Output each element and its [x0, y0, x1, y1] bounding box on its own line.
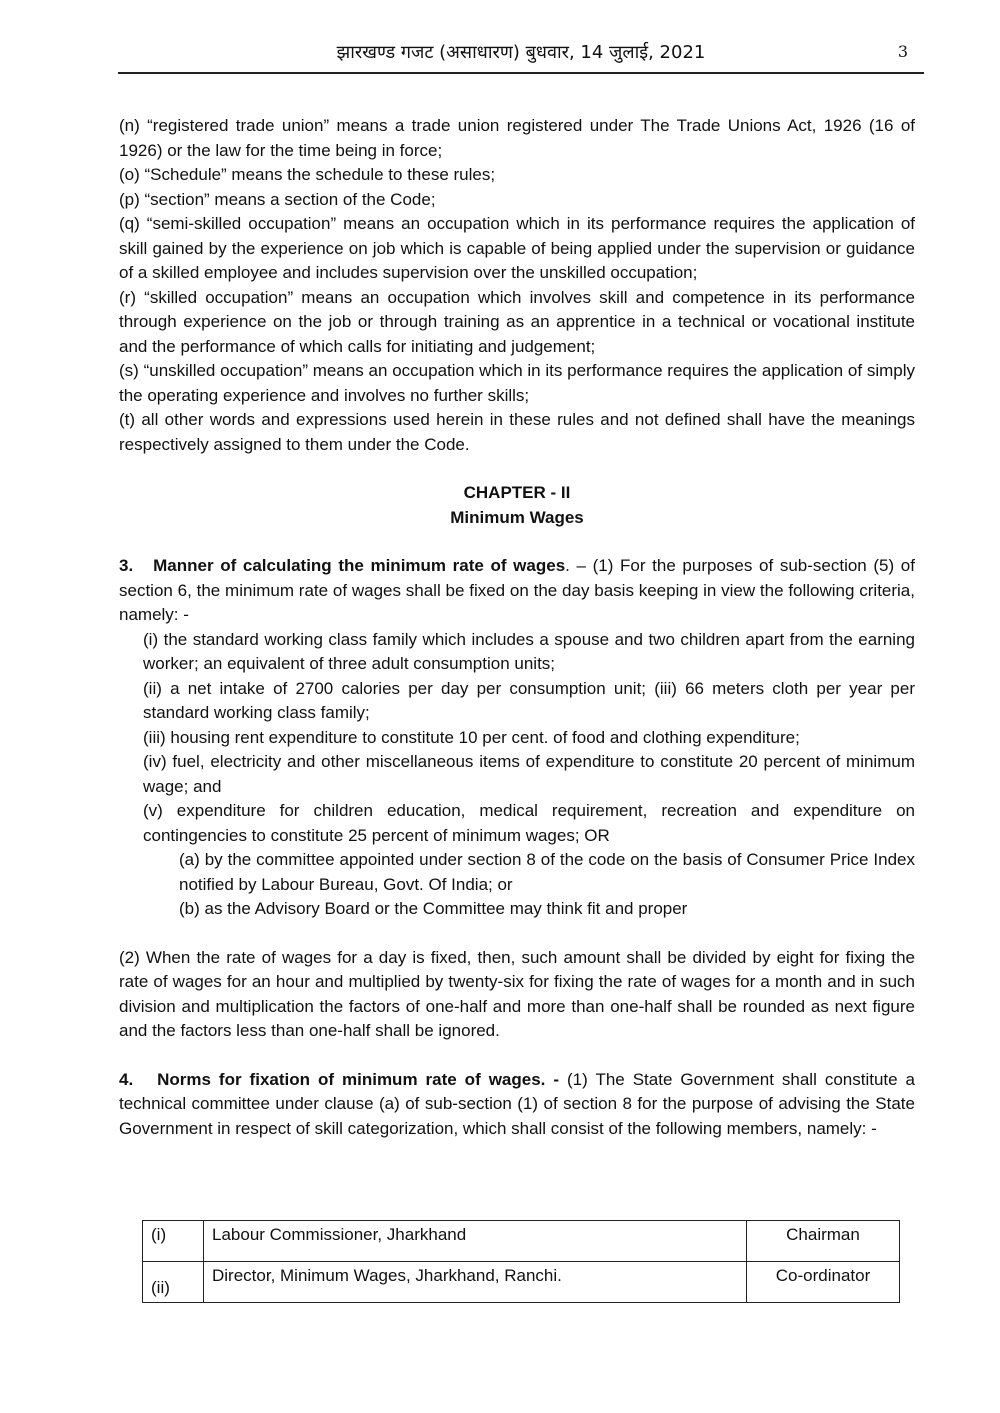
- sub-criterion-a: (a) by the committee appointed under section 8 of the code on the basis of Consumer Price Index notified by Labour Bureau, Govt. Of India; or: [179, 850, 915, 894]
- section-4-heading: Norms for fixation of minimum rate of wages. -: [157, 1069, 560, 1089]
- definition-q: (q) “semi-skilled occupation” means an occupation which in its performance requires the application of skill gained by the experience on job which is capable of being applied under the supervision or guidance of a skilled employee and includes supervision over the unskilled occupation;: [119, 214, 915, 282]
- sub-criterion-b: (b) as the Advisory Board or the Committee may think fit and proper: [179, 899, 688, 918]
- section-4-number: 4.: [119, 1069, 134, 1089]
- member-role: Co-ordinator: [747, 1262, 900, 1303]
- gazette-title: झारखण्ड गजट (असाधारण) बुधवार, 14 जुलाई, 2021: [336, 42, 706, 63]
- criterion-v: (v) expenditure for children education, medical requirement, recreation and expenditure on contingencies to constitute 25 percent of minimum wages; OR: [143, 801, 915, 845]
- section-3-intro-text: . – (1) For the purposes of sub-section (5) of section 6, the minimum rate of wages shall be fixed on the day basis keeping in view the following criteria, namely: -: [119, 556, 915, 624]
- criterion-ii: (ii) a net intake of 2700 calories per day per consumption unit; (iii) 66 meters cloth per year per standard working class family;: [143, 678, 915, 722]
- definition-r: (r) “skilled occupation” means an occupation which involves skill and competence in its performance through experience on the job or through training as an apprentice in a technical or vocational institute and the performance of which calls for initiating and judgement;: [119, 287, 915, 356]
- section-3-intro: [119, 554, 915, 628]
- definition-n: (n) “registered trade union” means a trade union registered under The Trade Unions Act, 1926 (16 of 1926) or the law for the time being in force;: [119, 116, 915, 160]
- page-header: [118, 34, 924, 74]
- document-body: [119, 114, 915, 1141]
- section-3-heading: Manner of calculating the minimum rate of wages: [153, 556, 566, 575]
- definition-t: (t) all other words and expressions used herein in these rules and not defined shall have the meanings respectively assigned to them under the Code.: [119, 410, 915, 454]
- table-row: [143, 1221, 900, 1262]
- definition-o: (o) “Schedule” means the schedule to these rules;: [119, 165, 496, 184]
- page-number: 3: [897, 42, 908, 61]
- section-4-intro: [119, 1068, 915, 1142]
- chapter-title: Minimum Wages: [450, 507, 584, 527]
- definition-p: (p) “section” means a section of the Code;: [119, 189, 436, 209]
- member-role: Chairman: [747, 1221, 900, 1262]
- member-number: (ii): [143, 1262, 204, 1303]
- section-3-number: 3.: [119, 556, 134, 575]
- table-row: [143, 1262, 900, 1303]
- member-number: (i): [143, 1221, 204, 1262]
- criterion-iv: (iv) fuel, electricity and other miscellaneous items of expenditure to constitute 20 percent of minimum wage; and: [143, 752, 915, 796]
- committee-members-table: [142, 1220, 900, 1303]
- member-name: Director, Minimum Wages, Jharkhand, Ranchi.: [204, 1262, 747, 1303]
- definition-s: (s) “unskilled occupation” means an occupation which in its performance requires the application of simply the operating experience and involves no further skills;: [119, 361, 915, 405]
- criterion-i: (i) the standard working class family which includes a spouse and two children apart from the earning worker; an equivalent of three adult consumption units;: [143, 629, 915, 673]
- section-3-para-2: (2) When the rate of wages for a day is fixed, then, such amount shall be divided by eight for fixing the rate of wages for an hour and multiplied by twenty-six for fixing the rate of wages for a month and in such division and multiplication the factors of one-half and more than one-half shall be rounded as next figure and the factors less than one-half shall be ignored.: [119, 947, 915, 1040]
- section-4-text: (1) The State Government shall constitute a technical committee under clause (a) of sub-section (1) of section 8 for the purpose of advising the State Government in respect of skill categorization, which shall consist of the following members, namely: -: [119, 1069, 916, 1138]
- member-name: Labour Commissioner, Jharkhand: [204, 1221, 747, 1262]
- criterion-iii: (iii) housing rent expenditure to constitute 10 per cent. of food and clothing expenditure;: [143, 727, 800, 747]
- chapter-number: CHAPTER - II: [463, 483, 571, 502]
